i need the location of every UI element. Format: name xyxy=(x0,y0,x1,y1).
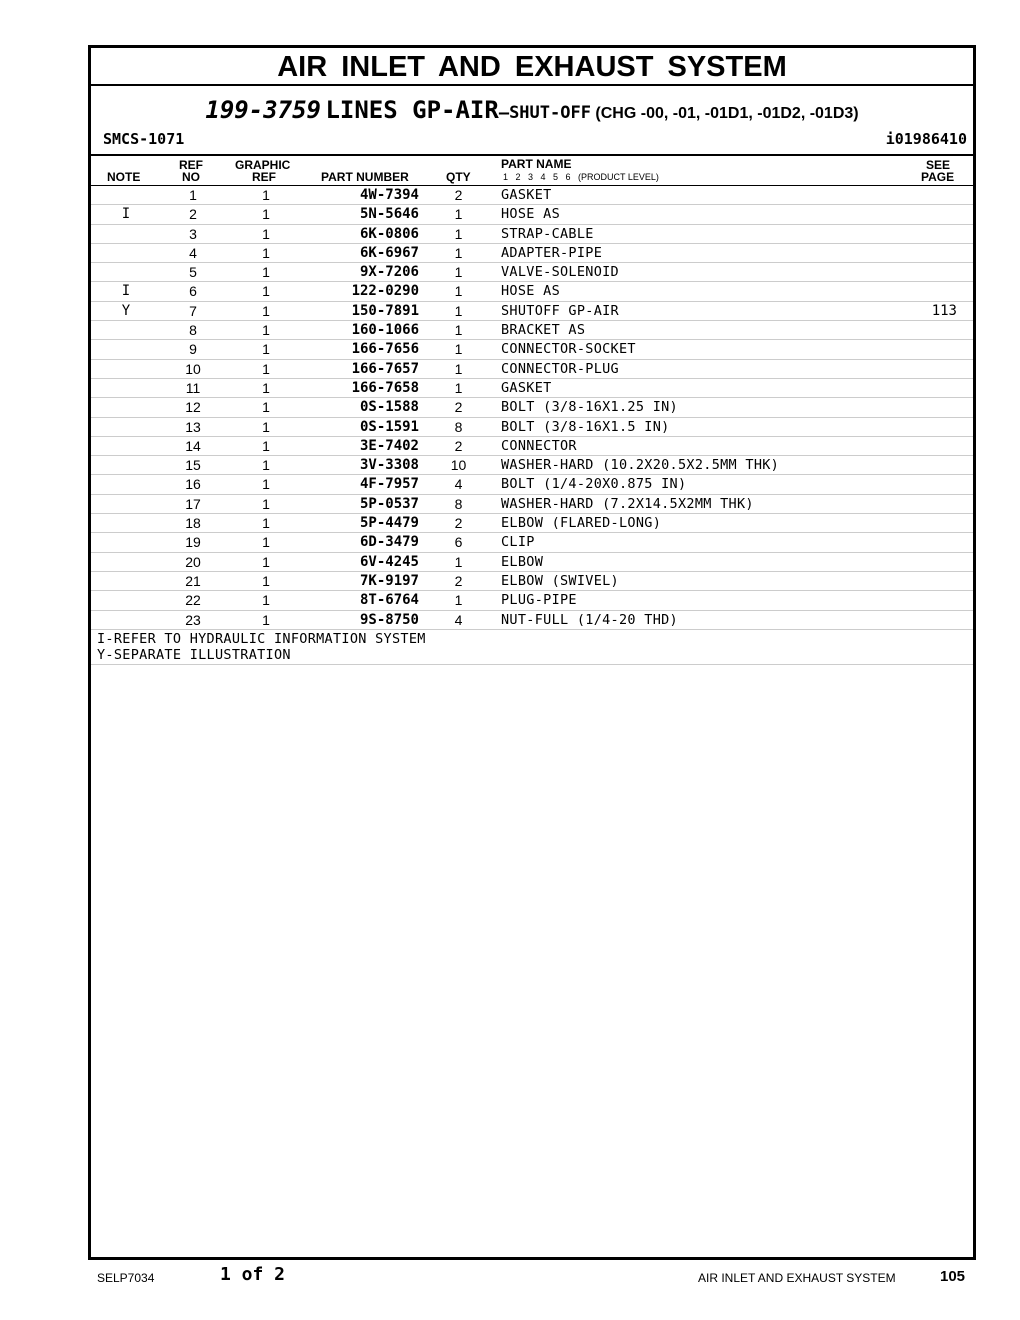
part-name: BOLT (3/8-16X1.25 IN) xyxy=(501,399,678,416)
ref-number: 20 xyxy=(185,553,201,570)
quantity: 2 xyxy=(454,572,463,589)
header-ref-top: REF xyxy=(179,158,203,172)
part-number: 5P-4479 xyxy=(359,515,419,532)
note-y: Y-SEPARATE ILLUSTRATION xyxy=(97,646,291,663)
part-name: SHUTOFF GP-AIR xyxy=(501,302,619,319)
quantity: 6 xyxy=(454,534,463,551)
ref-number: 8 xyxy=(189,322,197,339)
ref-number: 9 xyxy=(189,341,197,358)
graphic-ref: 1 xyxy=(262,322,270,339)
part-number: 5P-0537 xyxy=(359,495,419,512)
quantity: 1 xyxy=(454,244,463,261)
quantity: 1 xyxy=(454,379,463,396)
quantity: 10 xyxy=(450,457,467,474)
part-number: 6K-0806 xyxy=(359,225,419,242)
table-row xyxy=(91,282,973,301)
graphic-ref: 1 xyxy=(262,225,270,242)
graphic-ref: 1 xyxy=(262,495,270,512)
quantity: 1 xyxy=(454,283,463,300)
part-number: 166-7657 xyxy=(351,360,419,377)
part-name: PLUG-PIPE xyxy=(501,592,577,609)
part-number: 4W-7394 xyxy=(359,187,419,203)
table-row xyxy=(91,321,973,340)
table-row xyxy=(91,379,973,398)
graphic-ref: 1 xyxy=(262,360,270,377)
quantity: 2 xyxy=(454,399,463,416)
part-number: 166-7658 xyxy=(351,379,419,396)
ref-number: 2 xyxy=(189,206,197,223)
table-row xyxy=(91,611,973,630)
part-number: 166-7656 xyxy=(351,341,419,358)
quantity: 4 xyxy=(454,611,463,628)
part-name: ELBOW (SWIVEL) xyxy=(501,572,619,589)
header-note: NOTE xyxy=(107,170,141,184)
part-number: 8T-6764 xyxy=(359,592,419,609)
table-row xyxy=(91,437,973,456)
part-number: 7K-9197 xyxy=(359,572,419,589)
notes-legend xyxy=(91,630,973,665)
parts-list xyxy=(91,186,973,630)
part-name: WASHER-HARD (10.2X20.5X2.5MM THK) xyxy=(501,457,780,474)
quantity: 1 xyxy=(454,341,463,358)
smcs-line xyxy=(91,126,973,156)
table-row xyxy=(91,475,973,494)
section-title: AIR INLET AND EXHAUST SYSTEM xyxy=(91,48,973,86)
note-cell: I xyxy=(121,283,131,300)
group-part-number: 199-3759 xyxy=(205,96,321,124)
part-number: 6D-3479 xyxy=(359,534,419,551)
table-row xyxy=(91,572,973,591)
header-qty: QTY xyxy=(446,170,471,184)
part-name: ELBOW (FLARED-LONG) xyxy=(501,515,662,532)
part-name: HOSE AS xyxy=(501,283,560,300)
part-number: 160-1066 xyxy=(351,322,419,339)
table-row xyxy=(91,398,973,417)
group-part-name: LINES GP-AIR xyxy=(325,96,499,124)
part-number: 3V-3308 xyxy=(359,457,419,474)
graphic-ref: 1 xyxy=(262,244,270,261)
part-name: NUT-FULL (1/4-20 THD) xyxy=(501,611,678,628)
graphic-ref: 1 xyxy=(262,206,270,223)
ref-number: 4 xyxy=(189,244,197,261)
ref-number: 11 xyxy=(185,379,201,396)
part-number: 9X-7206 xyxy=(359,264,419,281)
table-row xyxy=(91,591,973,610)
quantity: 1 xyxy=(454,360,463,377)
part-name: CLIP xyxy=(501,534,535,551)
part-name: BOLT (1/4-20X0.875 IN) xyxy=(501,476,687,493)
part-number: 0S-1591 xyxy=(359,418,419,435)
quantity: 4 xyxy=(454,476,463,493)
table-row xyxy=(91,456,973,475)
quantity: 2 xyxy=(454,187,463,203)
table-row xyxy=(91,186,973,205)
part-name: BOLT (3/8-16X1.5 IN) xyxy=(501,418,670,435)
graphic-ref: 1 xyxy=(262,592,270,609)
group-part-suffix: —SHUT-OFF xyxy=(498,103,591,123)
ref-number: 22 xyxy=(185,592,201,609)
graphic-ref: 1 xyxy=(262,399,270,416)
part-number: 3E-7402 xyxy=(359,437,419,454)
header-part-number: PART NUMBER xyxy=(321,170,409,184)
part-number: 9S-8750 xyxy=(359,611,419,628)
table-row xyxy=(91,340,973,359)
table-row xyxy=(91,360,973,379)
part-number: 6K-6967 xyxy=(359,244,419,261)
table-row xyxy=(91,302,973,321)
graphic-ref: 1 xyxy=(262,476,270,493)
part-name: CONNECTOR xyxy=(501,437,577,454)
ref-number: 19 xyxy=(185,534,201,551)
ref-number: 21 xyxy=(185,572,201,589)
graphic-ref: 1 xyxy=(262,302,270,319)
header-see-bottom: PAGE xyxy=(921,170,955,184)
graphic-ref: 1 xyxy=(262,572,270,589)
note-i: I-REFER TO HYDRAULIC INFORMATION SYSTEM xyxy=(97,630,426,647)
part-name: STRAP-CABLE xyxy=(501,225,594,242)
graphic-ref: 1 xyxy=(262,341,270,358)
graphic-ref: 1 xyxy=(262,187,270,203)
smcs-code: SMCS-1071 xyxy=(103,130,185,148)
ref-number: 13 xyxy=(185,418,201,435)
ref-number: 7 xyxy=(189,302,197,319)
part-name: WASHER-HARD (7.2X14.5X2MM THK) xyxy=(501,495,754,512)
part-number: 6V-4245 xyxy=(359,553,419,570)
group-heading xyxy=(91,86,973,126)
quantity: 2 xyxy=(454,515,463,532)
quantity: 1 xyxy=(454,592,463,609)
ref-number: 15 xyxy=(185,457,201,474)
part-name: HOSE AS xyxy=(501,206,560,223)
ref-number: 3 xyxy=(189,225,197,242)
quantity: 8 xyxy=(454,495,463,512)
quantity: 1 xyxy=(454,553,463,570)
ref-number: 14 xyxy=(185,437,201,454)
graphic-ref: 1 xyxy=(262,437,270,454)
footer-section: AIR INLET AND EXHAUST SYSTEM xyxy=(698,1271,896,1285)
quantity: 1 xyxy=(454,302,463,319)
footer-page-of: 1 of 2 xyxy=(220,1264,286,1285)
table-header xyxy=(91,156,973,186)
graphic-ref: 1 xyxy=(262,457,270,474)
quantity: 1 xyxy=(454,225,463,242)
part-name: BRACKET AS xyxy=(501,322,586,339)
part-number: 5N-5646 xyxy=(359,206,419,223)
table-row xyxy=(91,495,973,514)
part-name: ELBOW xyxy=(501,553,544,570)
graphic-ref: 1 xyxy=(262,418,270,435)
table-row xyxy=(91,263,973,282)
header-product-level: 1 2 3 4 5 6 (PRODUCT LEVEL) xyxy=(503,172,659,182)
see-page: 113 xyxy=(931,302,957,319)
part-number: 122-0290 xyxy=(351,283,419,300)
header-part-name: PART NAME xyxy=(501,157,572,171)
page-footer xyxy=(0,1262,1020,1292)
part-number: 150-7891 xyxy=(351,302,419,319)
ref-number: 16 xyxy=(185,476,201,493)
header-ref-bottom: NO xyxy=(182,170,200,184)
quantity: 1 xyxy=(454,264,463,281)
change-codes: (CHG -00, -01, -01D1, -01D2, -01D3) xyxy=(595,105,859,122)
header-graphic-bottom: REF xyxy=(252,170,276,184)
part-name: ADAPTER-PIPE xyxy=(501,244,603,261)
part-name: GASKET xyxy=(501,379,552,396)
part-name: VALVE-SOLENOID xyxy=(501,264,619,281)
ref-number: 10 xyxy=(185,360,201,377)
illustration-id: i01986410 xyxy=(885,130,967,148)
table-row xyxy=(91,553,973,572)
ref-number: 5 xyxy=(189,264,197,281)
table-row xyxy=(91,225,973,244)
table-row xyxy=(91,418,973,437)
part-name: CONNECTOR-PLUG xyxy=(501,360,619,377)
ref-number: 12 xyxy=(185,399,201,416)
graphic-ref: 1 xyxy=(262,379,270,396)
ref-number: 1 xyxy=(189,187,197,203)
graphic-ref: 1 xyxy=(262,553,270,570)
graphic-ref: 1 xyxy=(262,611,270,628)
graphic-ref: 1 xyxy=(262,534,270,551)
header-see-top: SEE xyxy=(926,158,951,172)
part-name: CONNECTOR-SOCKET xyxy=(501,341,636,358)
part-number: 4F-7957 xyxy=(359,476,419,493)
quantity: 1 xyxy=(454,322,463,339)
quantity: 8 xyxy=(454,418,463,435)
ref-number: 18 xyxy=(185,515,201,532)
ref-number: 6 xyxy=(189,283,197,300)
part-number: 0S-1588 xyxy=(359,399,419,416)
header-graphic-top: GRAPHIC xyxy=(235,158,291,172)
table-row xyxy=(91,244,973,263)
footer-doc-id: SELP7034 xyxy=(97,1271,155,1285)
graphic-ref: 1 xyxy=(262,264,270,281)
note-cell: I xyxy=(121,206,131,223)
graphic-ref: 1 xyxy=(262,515,270,532)
ref-number: 17 xyxy=(185,495,201,512)
quantity: 1 xyxy=(454,206,463,223)
page-frame xyxy=(88,45,976,1260)
note-cell: Y xyxy=(121,302,131,319)
ref-number: 23 xyxy=(185,611,201,628)
table-row xyxy=(91,533,973,552)
table-row xyxy=(91,514,973,533)
graphic-ref: 1 xyxy=(262,283,270,300)
quantity: 2 xyxy=(454,437,463,454)
table-row xyxy=(91,205,973,224)
footer-page-number: 105 xyxy=(940,1268,966,1285)
part-name: GASKET xyxy=(501,187,552,203)
